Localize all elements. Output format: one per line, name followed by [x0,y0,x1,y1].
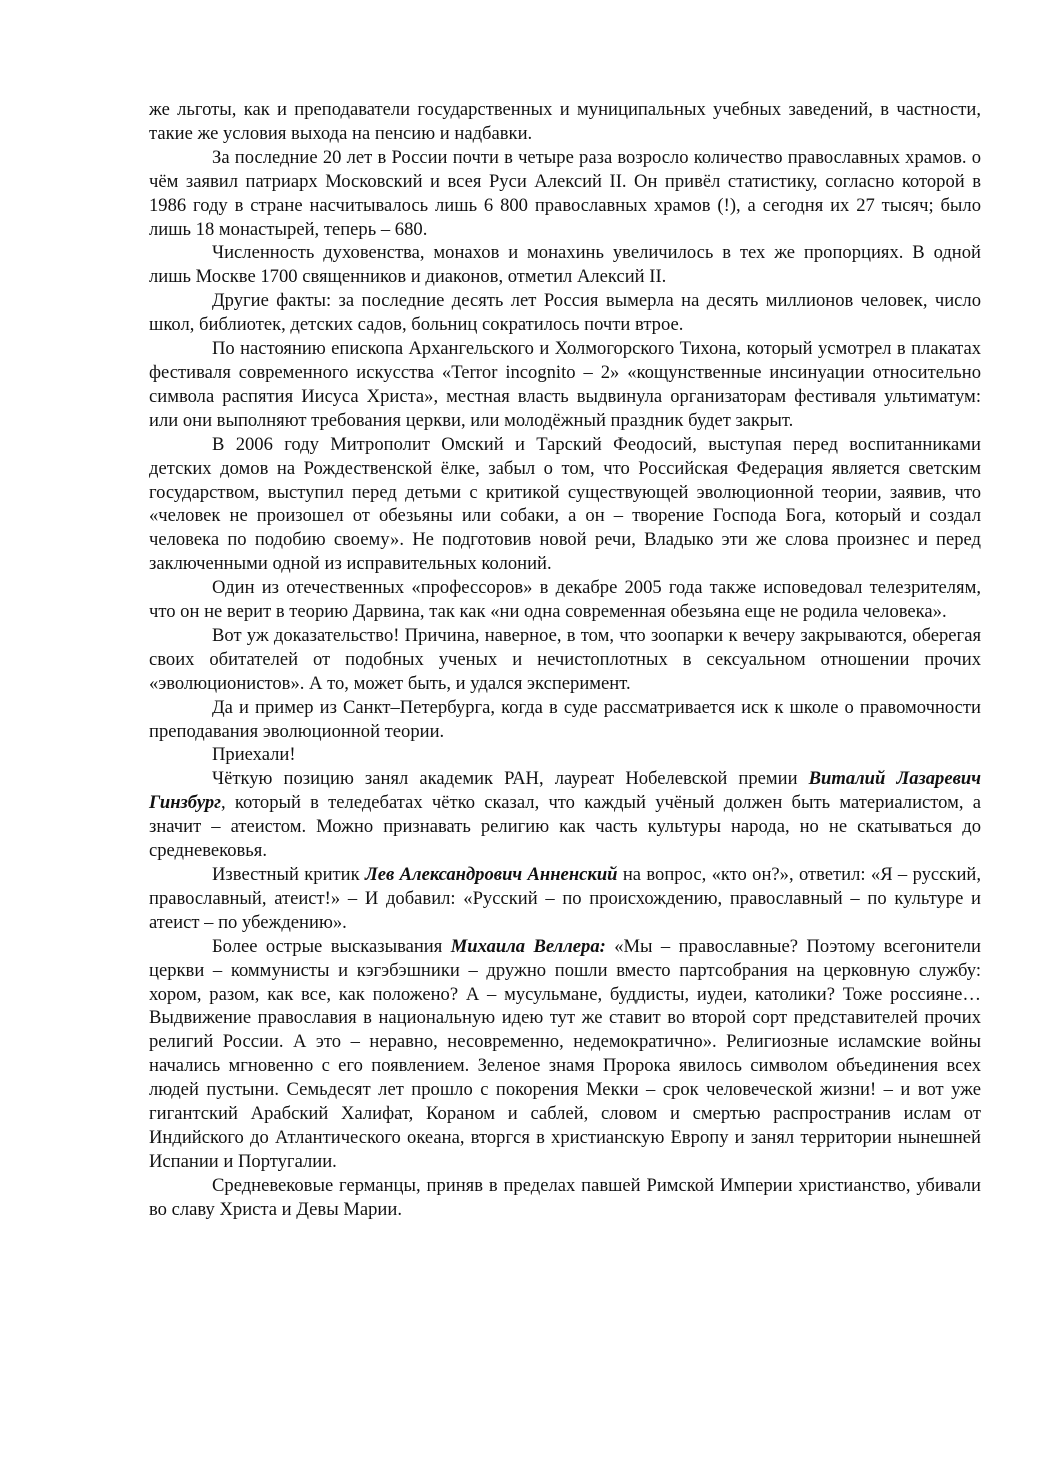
paragraph [149,767,981,863]
person-name-emphasis: Михаила Веллера: [450,935,606,957]
paragraph [149,863,981,935]
paragraph-text: В 2006 году Митрополит Омский и Тарский Феодосий, выступая перед воспитанниками детских домов на Рождественской ёлке, забыл о том, что Российская Федерация является светским государством, выступил перед детьми с критикой существующей эволюционной теории, заявив, что «человек не произошел от обезьяны или собаки, а он – творение Господа Бога, который и создал человека по подобию своему». Не подготовив новой речи, Владыко эти же слова произнес и перед заключенными одной из исправительных колоний. [149,433,981,575]
paragraph-text: Средневековые германцы, приняв в пределах павшей Римской Империи христианство, убивали во славу Христа и Девы Марии. [149,1174,981,1220]
paragraph-text: Вот уж доказательство! Причина, наверное, в том, что зоопарки к вечеру закрываются, оберегая своих обитателей от подобных ученых и нечистоплотных в сексуальном отношении прочих «эволюционистов». А то, может быть, и удался эксперимент. [149,624,981,694]
paragraph [149,98,981,146]
paragraph-text: на вопрос, «кто он?», ответил: «Я – русский, православный, атеист!» – И добавил: «Русский – по происхождению, православный – по культуре и атеист – по убеждению». [149,864,982,933]
paragraph-text: же льготы, как и преподаватели государственных и муниципальных учебных заведений, в частности, такие же условия выхода на пенсию и надбавки. [149,99,981,144]
paragraph-text: Один из отечественных «профессоров» в декабре 2005 года также исповедовал телезрителям, что он не верит в теорию Дарвина, так как «ни одна современная обезьяна еще не родила человека». [149,577,981,623]
paragraph-text: Более острые высказывания [212,935,451,957]
paragraph-text: Известный критик [212,864,365,885]
paragraph-text: «Мы – православные? Поэтому всегонители церкви – коммунисты и кэгэбэшники – дружно пошли вместо партсобрания на церковную службу: хором, разом, как все, как положено? А – мусульмане, буддисты, иудеи, католики? Тоже россияне… Выдвижение православия в национальную идею тут же ставит во второй сорт представителей прочих религий России. А это – неравно, несовременно, недемократично». Религиозные исламские войны начались мгновенно с его появлением. Зеленое знамя Пророка явилось символом объединения всех людей пустыни. Семьдесят лет прошло с покорения Мекки – срок человеческой жизни! – и вот уже гигантский Арабский Халифат, Кораном и саблей, словом и смертью распространив ислам от Индийского до Атлантического океана, вторгся в христианскую Европу и занял территории нынешней Испании и Португалии. [149,935,981,1172]
person-name-emphasis: Лев Александрович Анненский [365,864,618,885]
paragraph [149,337,981,433]
paragraph [149,743,981,767]
paragraph-text: Да и пример из Санкт–Петербурга, когда в суде рассматривается иск к школе о правомочности преподавания эволюционной теории. [149,696,981,742]
paragraph [149,289,981,337]
paragraph [149,935,981,1174]
paragraph [149,1174,981,1222]
paragraph [149,146,981,242]
paragraph-text: Другие факты: за последние десять лет Россия вымерла на десять миллионов человек, число школ, библиотек, детских садов, больниц сократилось почти втрое. [149,290,981,336]
paragraph-text: По настоянию епископа Архангельского и Холмогорского Тихона, который усмотрел в плакатах фестиваля современного искусства «Terror incognito – 2» «кощунственные инсинуации относительно символа распятия Иисуса Христа», местная власть выдвинула организаторам фестиваля ультиматум: или они выполняют требования церкви, или молодёжный праздник будет закрыт. [149,338,981,431]
paragraph [149,433,981,576]
paragraph-text: Чёткую позицию занял академик РАН, лауреат Нобелевской премии [212,768,809,790]
paragraph-text: Численность духовенства, монахов и монахинь увеличилось в тех же пропорциях. В одной лишь Москве 1700 священников и диаконов, отметил Алексий II. [149,242,981,288]
person-name-emphasis: Виталий Лазаревич Гинзбург [149,768,982,814]
paragraph-text: , который в теледебатах чётко сказал, что каждый учёный должен быть материалистом, а значит – атеистом. Можно признавать религию как часть культуры народа, но не скатываться до средневековья. [149,792,981,862]
paragraph [149,624,981,696]
paragraph-text: За последние 20 лет в России почти в четыре раза возросло количество православных храмов. о чём заявил патриарх Московский и всея Руси Алексий II. Он привёл статистику, согласно которой в 1986 году в стране насчитывалось лишь 6 800 православных храмов (!), а сегодня их 27 тысяч; было лишь 18 монастырей, теперь – 680. [149,146,981,240]
document-body-text [149,98,981,1222]
paragraph [149,576,981,624]
paragraph-text: Приехали! [212,744,296,766]
paragraph [149,696,981,744]
paragraph [149,241,981,289]
